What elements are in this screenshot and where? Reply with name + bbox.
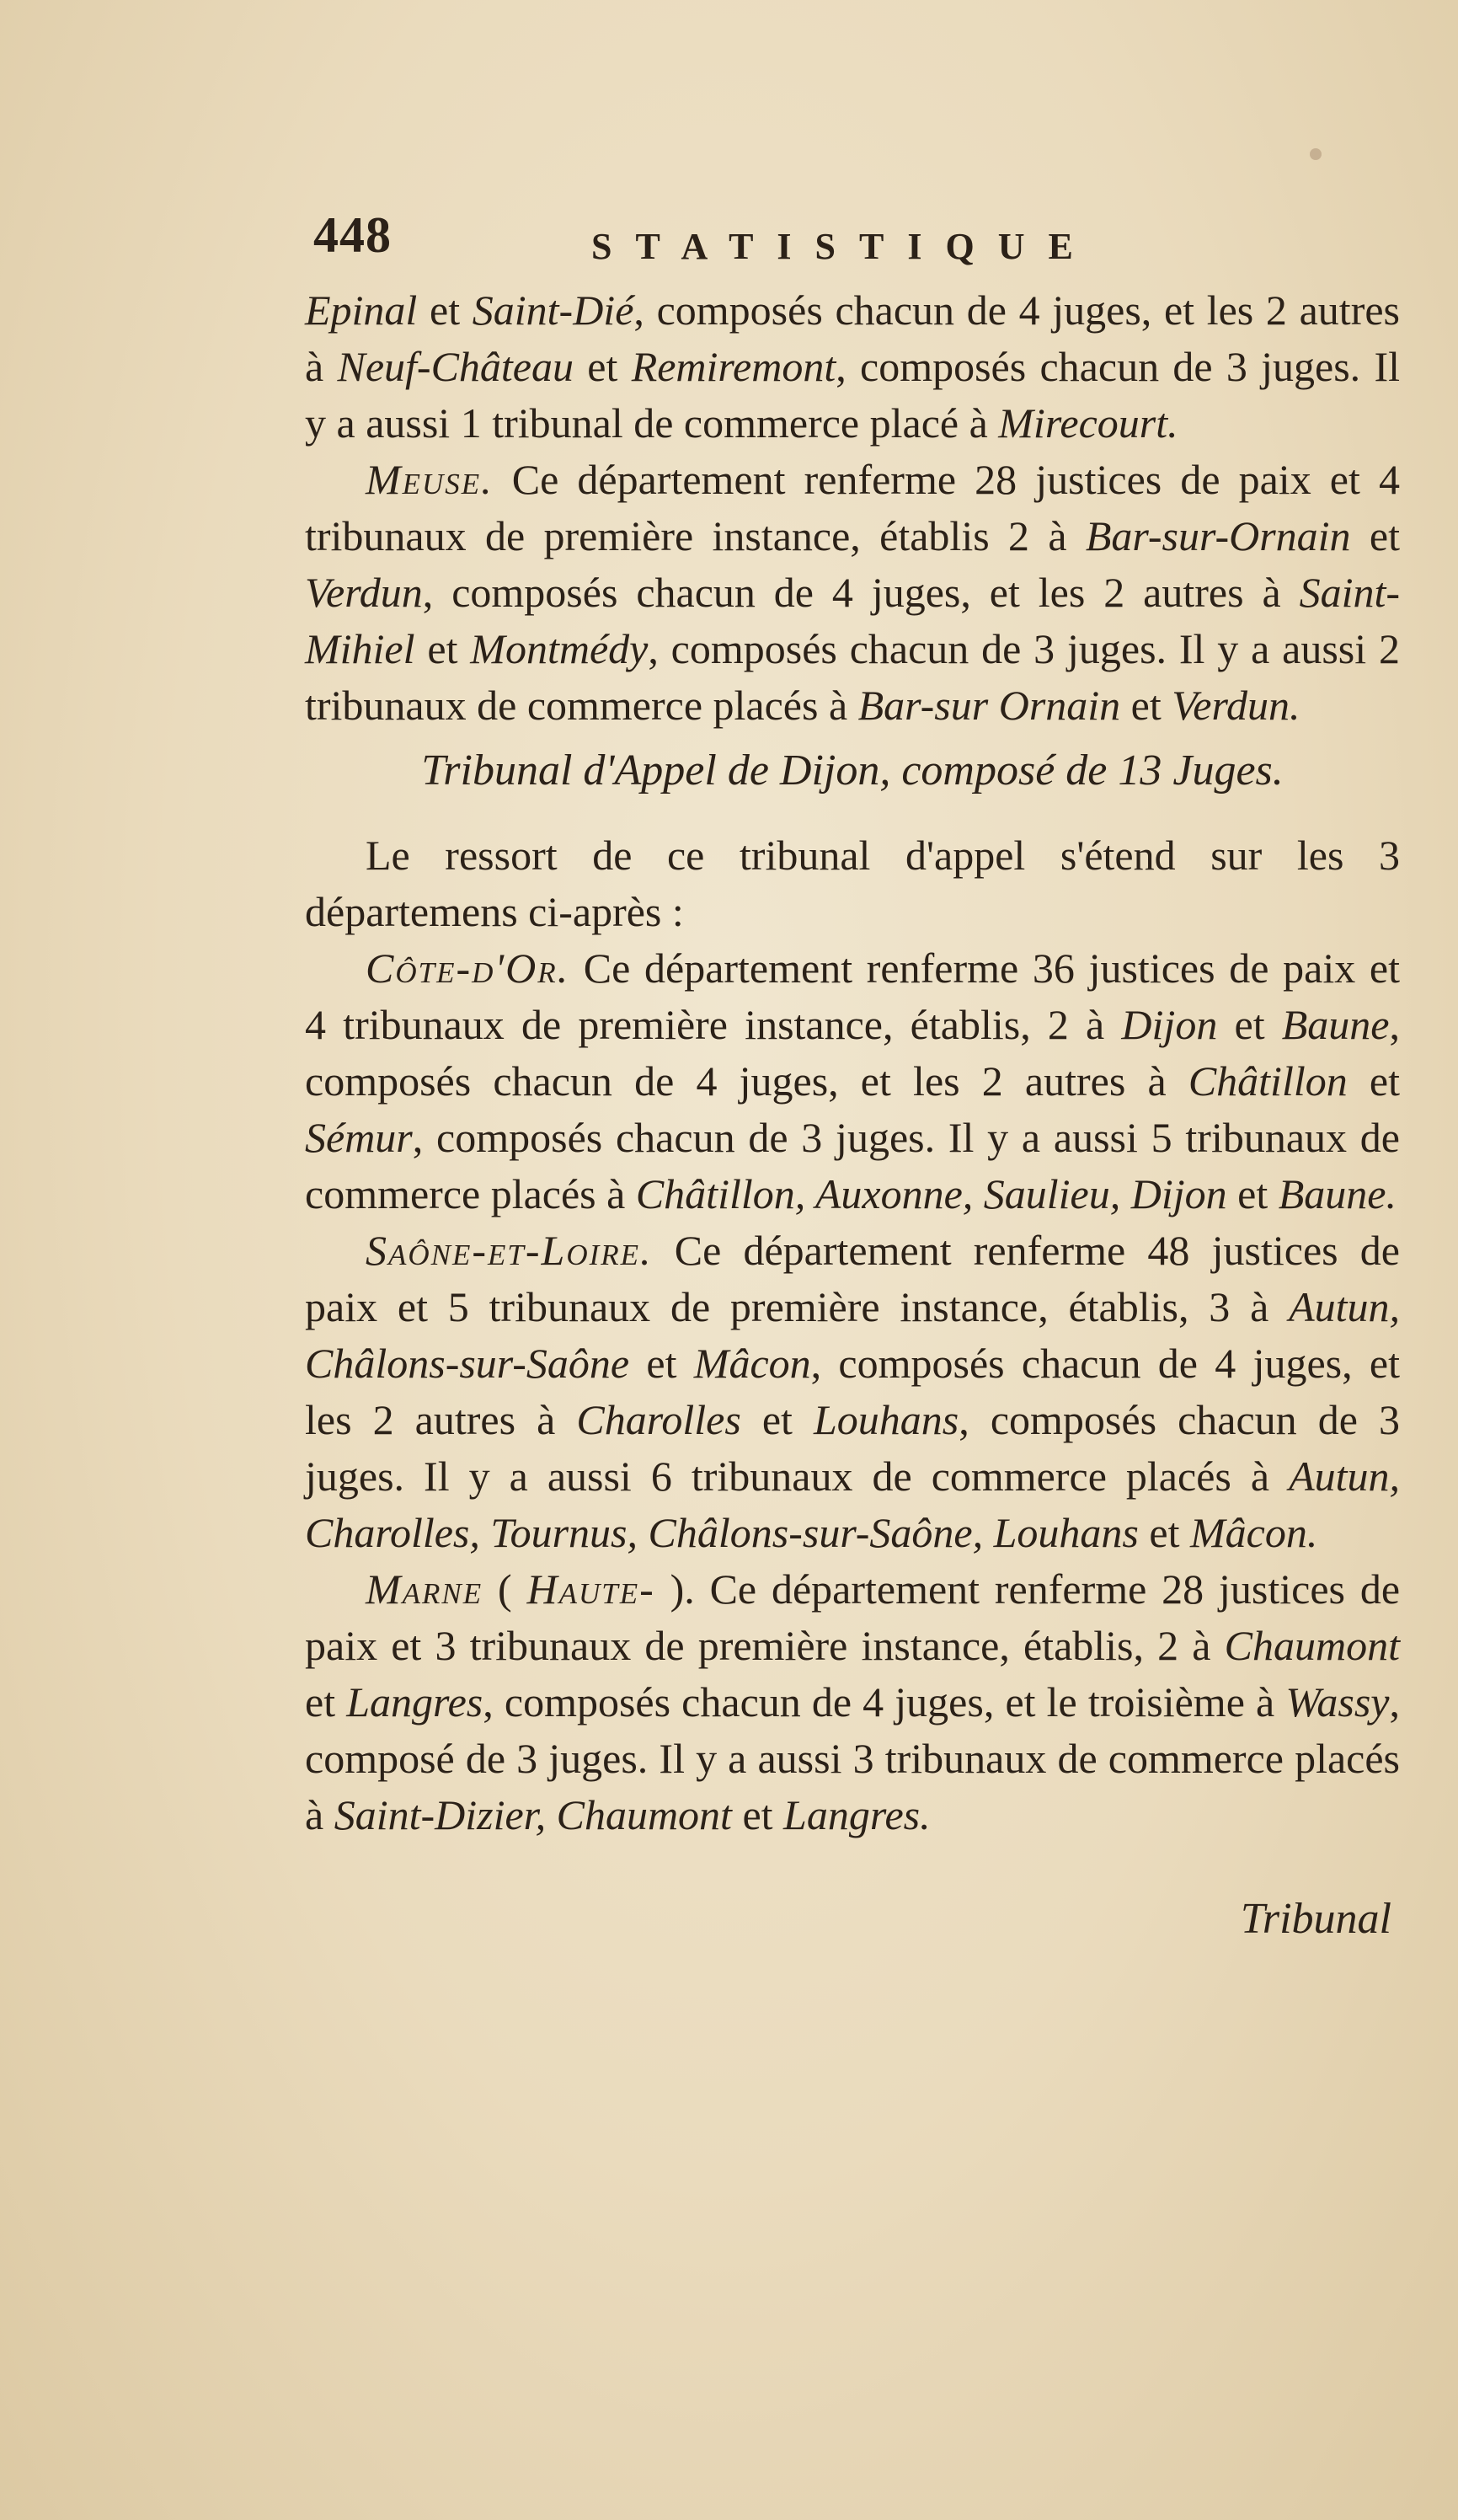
paragraph-ressort: Le ressort de ce tribunal d'appel s'étend sur les 3 départemens ci-après : — [305, 832, 1400, 935]
page-number: 448 — [313, 207, 392, 263]
running-head: STATISTIQUE — [591, 226, 1097, 267]
department-name: Haute- — [526, 1565, 655, 1613]
text-span: et — [574, 343, 632, 390]
place-name: Chaumont — [1224, 1622, 1400, 1669]
place-name: Dijon — [1121, 1001, 1218, 1048]
text-span: , composés chacun de 3 juges. Il y a aussi 5 tribunaux de commerce placés à — [305, 1114, 1400, 1217]
catchword: Tribunal — [1240, 1895, 1391, 1943]
text-span: , composés chacun de 4 juges, et les 2 autres à — [305, 1340, 1400, 1443]
place-name: Bar-sur-Ornain — [1085, 512, 1351, 559]
text-span: et — [417, 286, 473, 334]
place-name: Baune. — [1278, 1170, 1397, 1217]
place-name: Charolles — [576, 1396, 741, 1443]
place-name: Autun, Châlons-sur-Saône — [305, 1283, 1400, 1387]
text-span: et — [1120, 682, 1172, 729]
paper-stain — [1310, 148, 1322, 160]
place-name: Châtillon, Auxonne, Saulieu, Dijon — [635, 1170, 1227, 1217]
text-span: , composés chacun de 4 juges, et le troisième à — [483, 1678, 1286, 1725]
paragraph-cote-dor — [305, 940, 1400, 1223]
place-name: Sémur — [305, 1114, 413, 1161]
text-span: et — [629, 1340, 694, 1387]
paragraph-meuse — [305, 452, 1400, 734]
place-name: Baune — [1281, 1001, 1390, 1048]
place-name: Langres — [346, 1678, 483, 1725]
text-span: , composés chacun de 3 juges. Il y a aussi 2 tribunaux de commerce placés à — [305, 625, 1400, 729]
text-span: , composés chacun de 3 juges. Il y a aussi 1 tribunal de commerce placé à — [305, 343, 1400, 447]
text-span: ( — [483, 1565, 527, 1613]
place-name: Bar-sur Ornain — [857, 682, 1121, 729]
paragraph-haute-marne — [305, 1561, 1400, 1843]
text-span: et — [305, 1678, 347, 1725]
place-name: Autun, Charolles, Tournus, Châlons-sur-Saône, Louhans — [305, 1453, 1400, 1556]
place-name: Montmédy — [470, 625, 649, 672]
text-span: et — [1347, 1057, 1400, 1105]
place-name: Verdun. — [1172, 682, 1300, 729]
place-name: Langres. — [783, 1791, 931, 1838]
department-name: Saône-et-Loire. — [366, 1227, 653, 1274]
section-title: Tribunal d'Appel de Dijon, composé de 13 Juges. — [421, 746, 1284, 795]
text-span: , composés chacun de 3 juges. Il y a aussi 6 tribunaux de commerce placés à — [305, 1396, 1400, 1500]
place-name: Epinal — [305, 286, 418, 334]
page-body — [305, 282, 1400, 1947]
place-name: Saint-Dizier, Chaumont — [334, 1791, 732, 1838]
text-span: et — [731, 1791, 784, 1838]
place-name: Remiremont — [631, 343, 836, 390]
place-name: Mirecourt. — [998, 399, 1178, 447]
text-span: et — [740, 1396, 814, 1443]
text-span: , composés chacun de 4 juges, et les 2 autres à — [422, 569, 1300, 616]
place-name: Mâcon — [693, 1340, 811, 1387]
department-name: Côte-d'Or. — [366, 944, 570, 992]
text-span: Ce département renferme 28 justices de paix et 4 tribunaux de première instance, établis 2 à — [305, 456, 1400, 559]
text-span: ). Ce département renferme 28 justices de paix et 3 tribunaux de première instance, établis, 2 à — [305, 1565, 1401, 1669]
paragraph-saone-et-loire — [305, 1223, 1400, 1561]
department-name: Marne — [366, 1565, 483, 1613]
text-span: Ce département renferme 48 justices de paix et 5 tribunaux de première instance, établis, 3 à — [305, 1227, 1400, 1330]
place-name: Louhans — [814, 1396, 959, 1443]
place-name: Mâcon. — [1190, 1509, 1318, 1556]
place-name: Saint-Mihiel — [305, 569, 1400, 672]
text-span: Ce département renferme 36 justices de paix et 4 tribunaux de première instance, établis, 2 à — [305, 944, 1400, 1048]
text-span: et — [414, 625, 471, 672]
text-span: , composés chacun de 4 juges, et les 2 autres à — [305, 286, 1400, 390]
text-span: , composé de 3 juges. Il y a aussi 3 tribunaux de commerce placés à — [305, 1678, 1400, 1838]
department-name: Meuse. — [366, 456, 494, 503]
place-name: Verdun — [305, 569, 423, 616]
place-name: Neuf-Château — [337, 343, 574, 390]
place-name: Châtillon — [1188, 1057, 1348, 1105]
text-span: et — [1217, 1001, 1282, 1048]
text-span: , composés chacun de 4 juges, et les 2 autres à — [305, 1001, 1400, 1105]
text-span: et — [1226, 1170, 1279, 1217]
paragraph-vosges-continued — [305, 282, 1400, 452]
place-name: Wassy — [1285, 1678, 1390, 1725]
page-header — [313, 206, 1156, 274]
text-span: et — [1350, 512, 1400, 559]
text-span: et — [1138, 1509, 1190, 1556]
place-name: Saint-Dié — [472, 286, 634, 334]
